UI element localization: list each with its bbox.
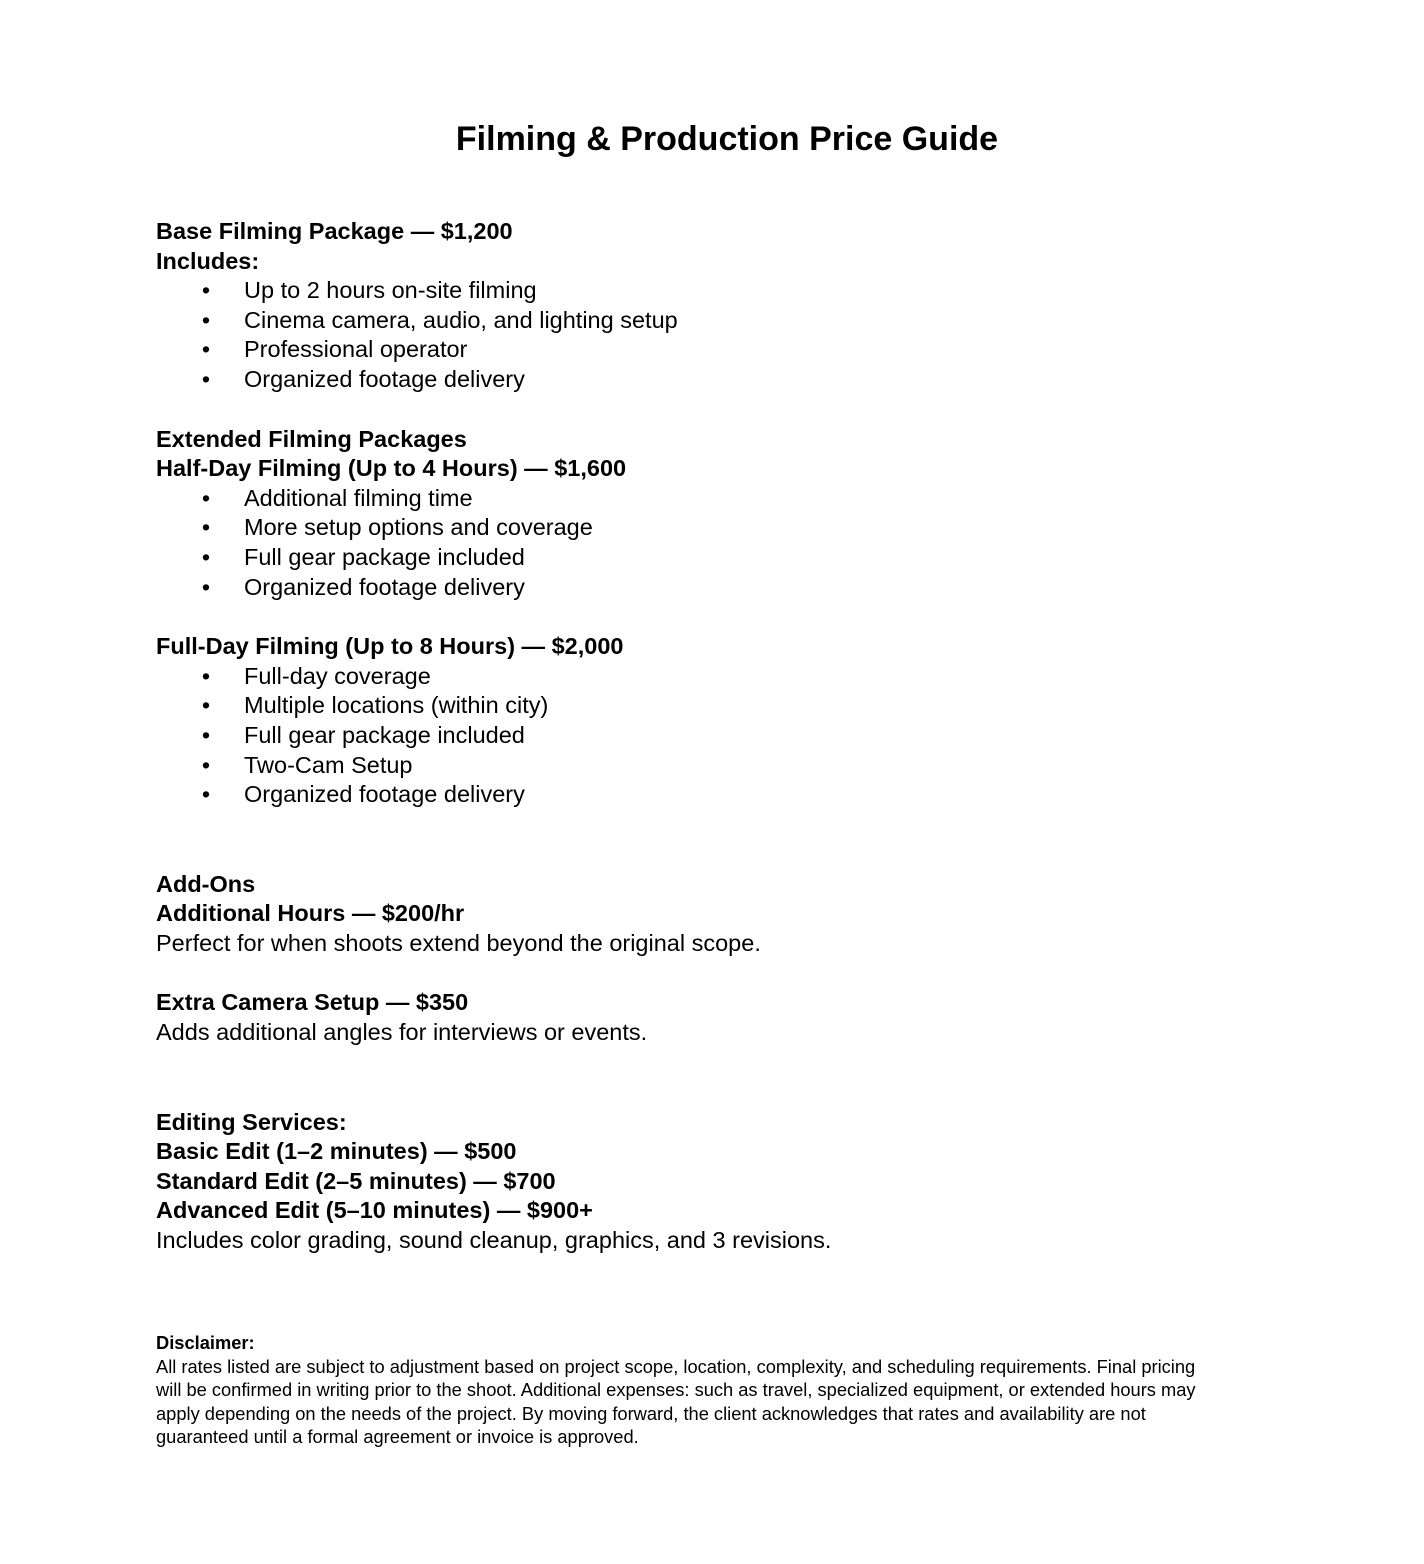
additional-hours-description: Perfect for when shoots extend beyond the original scope. [156,929,761,956]
list-item [156,691,1296,721]
base-package-list [156,276,1296,394]
extended-packages-heading: Extended Filming Packages [156,425,467,452]
list-item-text: Organized footage delivery [244,573,525,600]
additional-hours-heading: Additional Hours — $200/hr [156,900,465,927]
list-item-text: Cinema camera, audio, and lighting setup [244,306,678,333]
base-package-heading: Base Filming Package — $1,200 [156,218,513,244]
bullet-icon: • [201,306,211,333]
list-item-text: Professional operator [244,336,468,363]
disclaimer-line: apply depending on the needs of the project. By moving forward, the client acknowledges that rates and availability are not [156,1402,1146,1424]
list-item [156,365,1296,395]
disclaimer-line: All rates listed are subject to adjustment based on project scope, location, complexity, and scheduling requirements. Final pricing [156,1355,1196,1377]
list-item [156,780,1296,810]
list-item-text: Full-day coverage [244,662,431,689]
bullet-icon: • [201,365,211,392]
list-item [156,335,1296,365]
standard-edit-price: Standard Edit (2–5 minutes) — $700 [156,1167,556,1194]
bullet-icon: • [201,543,211,570]
full-day-list [156,662,1296,810]
spacer [156,810,1296,870]
list-item [156,543,1296,573]
spacer [156,1048,1296,1108]
list-item-text: More setup options and coverage [244,514,593,541]
spacer [156,958,1296,988]
list-item-text: Organized footage delivery [244,365,525,392]
spacer [156,602,1296,632]
bullet-icon: • [201,692,211,719]
list-item-text: Multiple locations (within city) [244,692,549,719]
basic-edit-price: Basic Edit (1–2 minutes) — $500 [156,1138,517,1165]
half-day-heading: Half-Day Filming (Up to 4 Hours) — $1,600 [156,455,627,482]
bullet-icon: • [201,277,211,304]
disclaimer-line: will be confirmed in writing prior to the shoot. Additional expenses: such as travel, specialized equipment, or extended hours may [156,1379,1196,1401]
list-item-text: Up to 2 hours on-site filming [244,277,537,304]
extra-camera-heading: Extra Camera Setup — $350 [156,989,469,1016]
disclaimer-heading: Disclaimer: [156,1332,255,1353]
bullet-icon: • [201,573,211,600]
bullet-icon: • [201,662,211,689]
disclaimer-section [156,1331,1296,1449]
extended-packages-section [156,425,1296,810]
full-day-heading: Full-Day Filming (Up to 8 Hours) — $2,000 [156,633,624,660]
addons-section [156,870,1296,1048]
bullet-icon: • [201,781,211,808]
page-title: Filming & Production Price Guide [455,120,999,158]
bullet-icon: • [201,721,211,748]
list-item [156,751,1296,781]
list-item-text: Full gear package included [244,721,525,748]
addons-heading: Add-Ons [156,870,256,897]
editing-heading: Editing Services: [156,1108,347,1135]
bullet-icon: • [201,751,211,778]
list-item-text: Full gear package included [244,543,525,570]
list-item-text: Additional filming time [244,484,473,511]
half-day-list [156,484,1296,602]
disclaimer-line: guaranteed until a formal agreement or invoice is approved. [156,1426,639,1448]
editing-section [156,1108,1296,1256]
editing-description: Includes color grading, sound cleanup, graphics, and 3 revisions. [156,1227,832,1254]
list-item-text: Organized footage delivery [244,781,525,808]
list-item [156,573,1296,603]
bullet-icon: • [201,336,211,363]
base-package-includes-label: Includes: [156,247,260,274]
list-item [156,721,1296,751]
bullet-icon: • [201,484,211,511]
bullet-icon: • [201,514,211,541]
advanced-edit-price: Advanced Edit (5–10 minutes) — $900+ [156,1197,593,1224]
list-item [156,276,1296,306]
list-item [156,306,1296,336]
list-item [156,484,1296,514]
list-item [156,513,1296,543]
list-item [156,662,1296,692]
price-guide-content [156,217,1296,1256]
base-package-section [156,217,1296,395]
extra-camera-description: Adds additional angles for interviews or events. [156,1019,648,1046]
spacer [156,395,1296,425]
list-item-text: Two-Cam Setup [244,751,413,778]
